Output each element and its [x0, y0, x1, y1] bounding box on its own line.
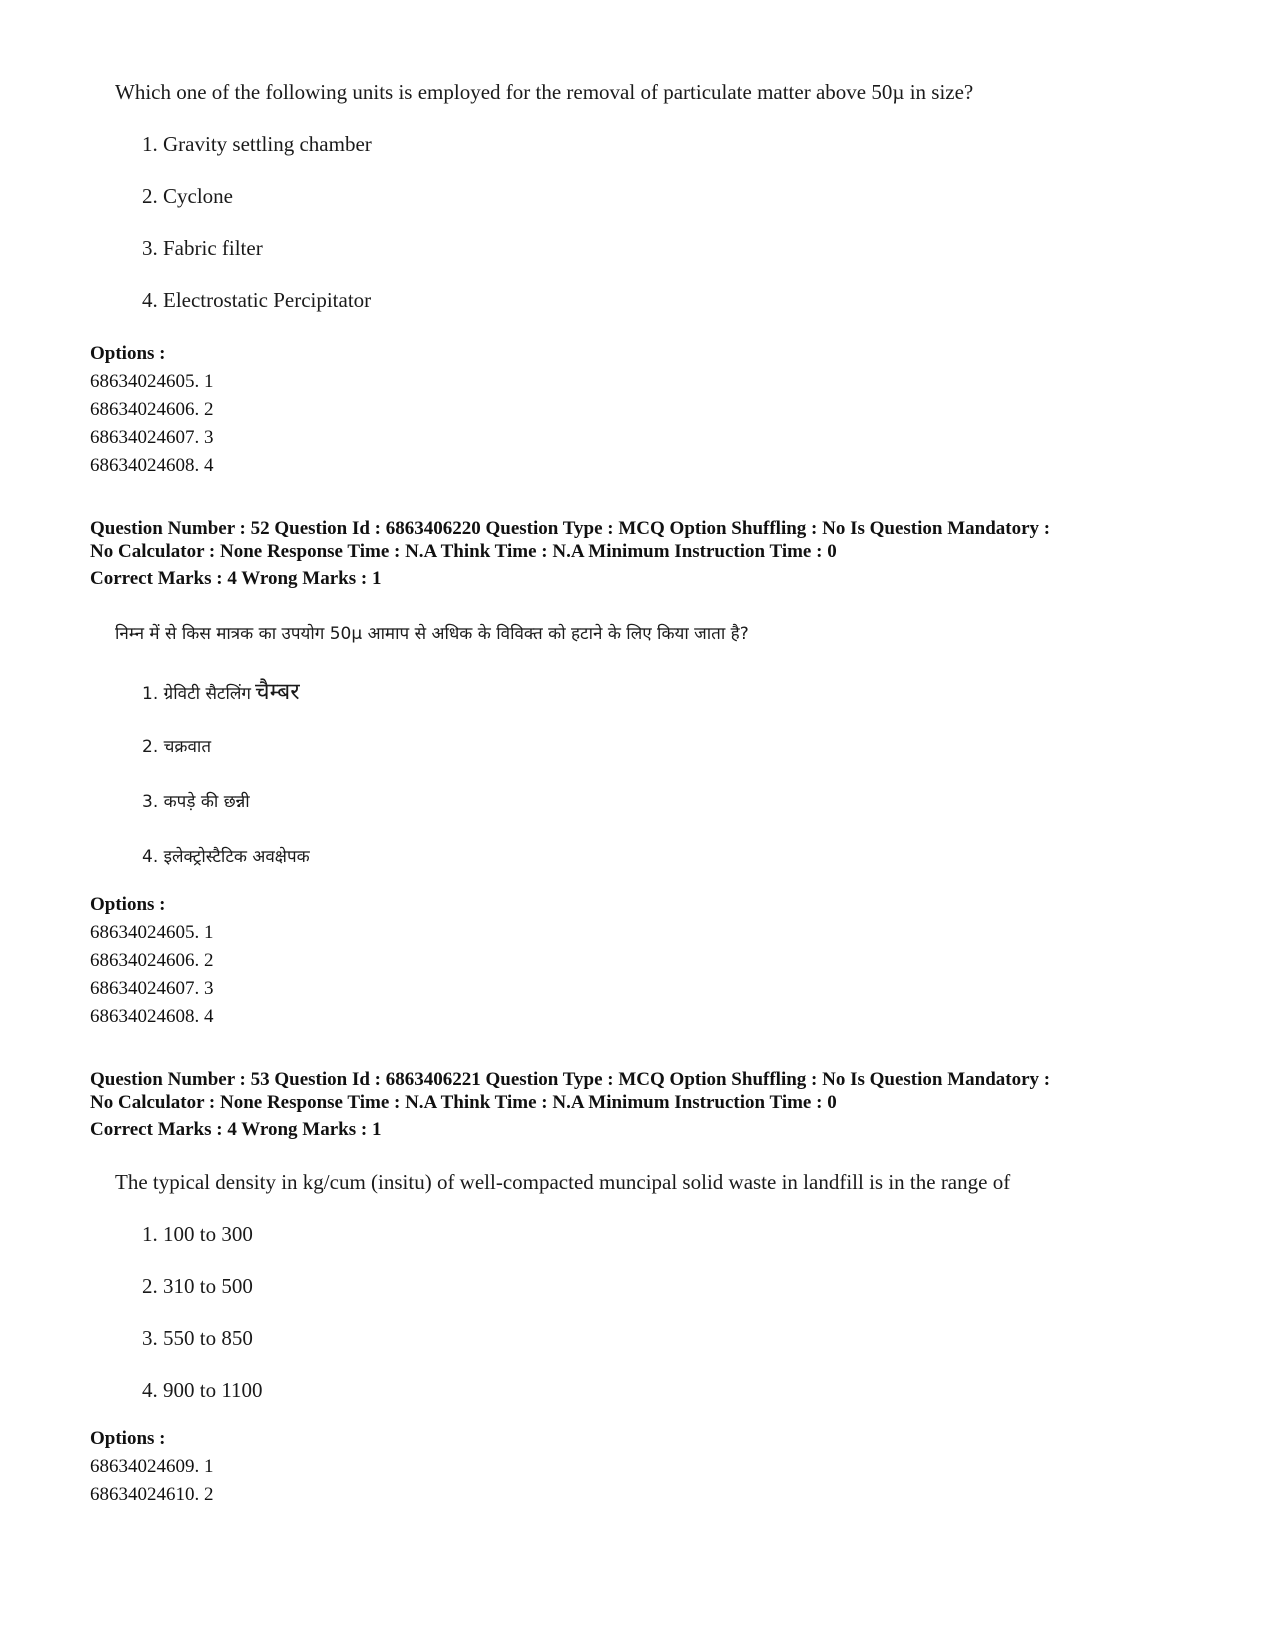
question-marks: Correct Marks : 4 Wrong Marks : 1	[90, 568, 382, 589]
question-meta-line: Question Number : 52 Question Id : 6863406220 Question Type : MCQ Option Shuffling : No Is Question Mandatory :	[90, 518, 1051, 539]
options-label: Options :	[90, 894, 166, 915]
choice-1: 1. 100 to 300	[142, 1222, 253, 1246]
option-line: 68634024608. 4	[90, 455, 214, 476]
option-line: 68634024609. 1	[90, 1456, 214, 1477]
choice-2: 2. 310 to 500	[142, 1274, 253, 1298]
question-meta-line: No Calculator : None Response Time : N.A Think Time : N.A Minimum Instruction Time : 0	[90, 1092, 837, 1113]
options-label: Options :	[90, 343, 166, 364]
option-line: 68634024610. 2	[90, 1484, 214, 1505]
question-meta-line: No Calculator : None Response Time : N.A Think Time : N.A Minimum Instruction Time : 0	[90, 541, 837, 562]
choice-1-prefix: 1. ग्रेविटी सैटलिंग	[142, 684, 252, 704]
choice-4: 4. Electrostatic Percipitator	[142, 288, 372, 312]
choice-1	[142, 674, 300, 706]
choice-3: 3. 550 to 850	[142, 1326, 253, 1350]
option-line: 68634024605. 1	[90, 922, 214, 943]
option-line: 68634024606. 2	[90, 399, 214, 420]
option-line: 68634024607. 3	[90, 978, 214, 999]
option-line: 68634024606. 2	[90, 950, 214, 971]
option-line: 68634024605. 1	[90, 371, 214, 392]
choice-3: 3. कपड़े की छन्नी	[142, 792, 250, 812]
question-marks: Correct Marks : 4 Wrong Marks : 1	[90, 1119, 382, 1140]
option-line: 68634024607. 3	[90, 427, 214, 448]
choice-2: 2. Cyclone	[142, 184, 233, 208]
option-line: 68634024608. 4	[90, 1006, 214, 1027]
choice-1-suffix: चैम्बर	[255, 679, 300, 705]
choice-4: 4. 900 to 1100	[142, 1378, 263, 1402]
choice-1: 1. Gravity settling chamber	[142, 132, 372, 156]
question-text: निम्न में से किस मात्रक का उपयोग 50µ आमाप से अधिक के विविक्त को हटाने के लिए किया जाता है?	[115, 624, 749, 644]
question-text: The typical density in kg/cum (insitu) of well-compacted muncipal solid waste in landfill is in the range of	[115, 1170, 1011, 1194]
question-text: Which one of the following units is employed for the removal of particulate matter above 50µ in size?	[115, 80, 974, 104]
choice-4: 4. इलेक्ट्रोस्टैटिक अवक्षेपक	[142, 847, 310, 867]
choice-2: 2. चक्रवात	[142, 737, 212, 757]
choice-3: 3. Fabric filter	[142, 236, 263, 260]
options-label: Options :	[90, 1428, 166, 1449]
question-meta-line: Question Number : 53 Question Id : 6863406221 Question Type : MCQ Option Shuffling : No Is Question Mandatory :	[90, 1069, 1051, 1090]
